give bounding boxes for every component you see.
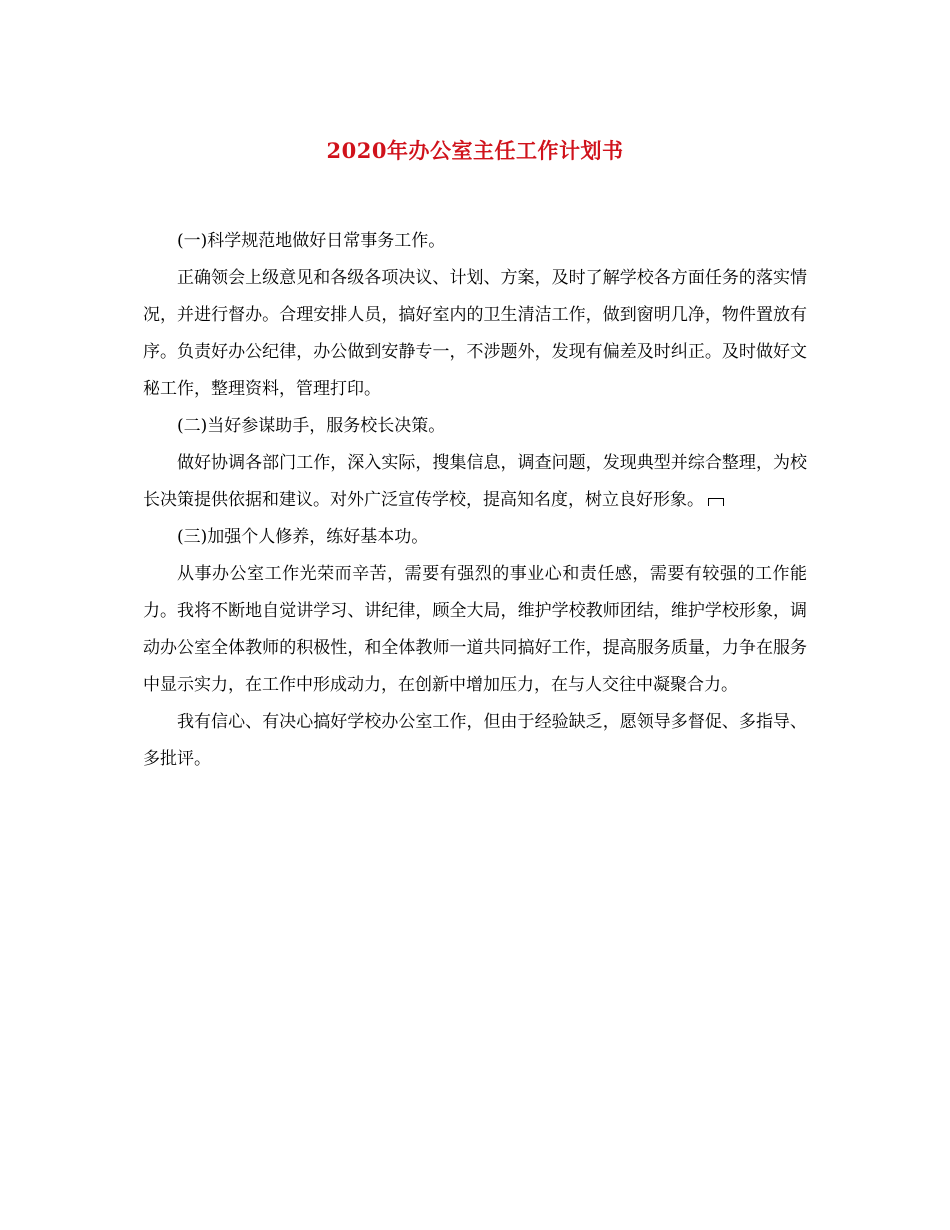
document-body [143, 223, 807, 778]
section-heading-2: (二)当好参谋助手，服务校长决策。 [177, 416, 446, 436]
paragraph-2 [143, 445, 807, 519]
bracket-mark-icon [708, 498, 724, 506]
paragraph-2-text: 做好协调各部门工作，深入实际，搜集信息，调查问题，发现典型并综合整理，为校长决策提供依据和建议。对外广泛宣传学校，提高知名度，树立良好形象。 [143, 453, 807, 510]
section-heading-3: (三)加强个人修养，练好基本功。 [177, 527, 429, 547]
paragraph-3: 从事办公室工作光荣而辛苦，需要有强烈的事业心和责任感，需要有较强的工作能力。我将不断地自觉讲学习、讲纪律，顾全大局，维护学校教师团结，维护学校形象，调动办公室全体教师的积极性，和全体教师一道共同搞好工作，提高服务质量，力争在服务中显示实力，在工作中形成动力，在创新中增加压力，在与人交往中凝聚合力。 [143, 564, 807, 695]
paragraph-1: 正确领会上级意见和各级各项决议、计划、方案，及时了解学校各方面任务的落实情况，并进行督办。合理安排人员，搞好室内的卫生清洁工作，做到窗明几净，物件置放有序。负责好办公纪律，办公做到安静专一，不涉题外，发现有偏差及时纠正。及时做好文秘工作，整理资料，管理打印。 [143, 268, 807, 399]
document-title: 2020年办公室主任工作计划书 [326, 138, 624, 163]
closing-paragraph: 我有信心、有决心搞好学校办公室工作，但由于经验缺乏，愿领导多督促、多指导、多批评。 [143, 712, 807, 769]
section-heading-1: (一)科学规范地做好日常事务工作。 [177, 231, 446, 251]
